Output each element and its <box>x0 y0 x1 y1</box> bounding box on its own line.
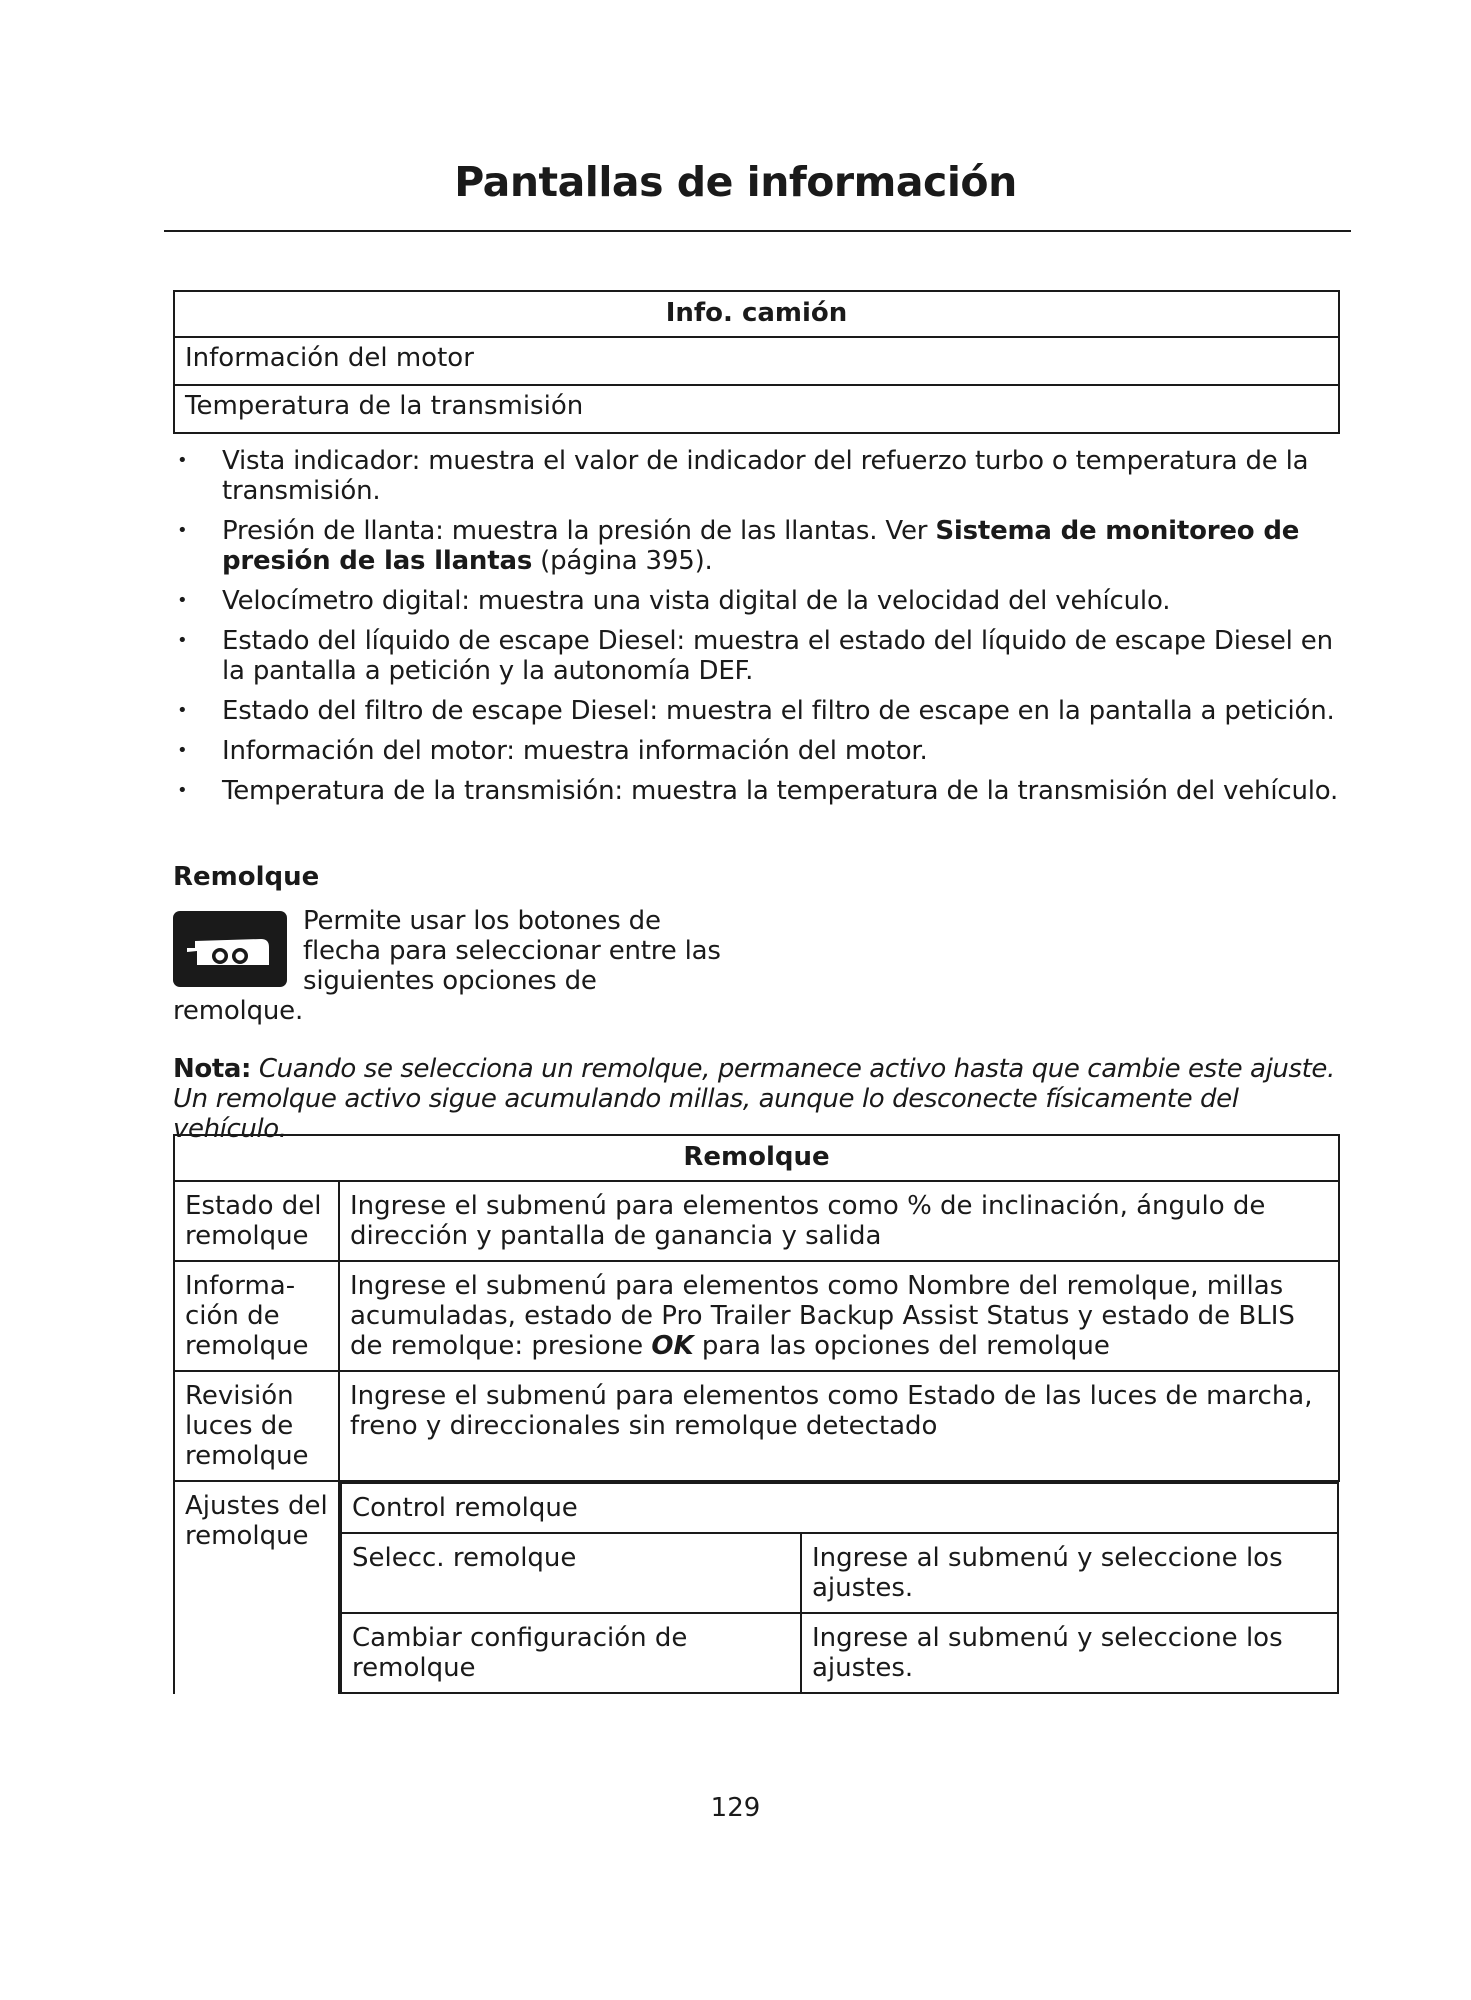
note-text: Cuando se selecciona un remolque, permanece activo hasta que cambie este ajuste. Un remolque activo sigue acumulando millas, aunque lo desconecte físicamente del vehículo. <box>173 1054 1335 1144</box>
truck-info-table <box>173 290 1340 434</box>
bullet-item: • Información del motor: muestra información del motor. <box>173 736 1353 766</box>
sub-row-name: Cambiar configuración de remolque <box>341 1613 801 1693</box>
trailer-settings-label: Ajustes del remolque <box>174 1481 339 1694</box>
trailer-row-label: Informa- ción de remolque <box>174 1261 339 1371</box>
note-label: Nota: <box>173 1054 251 1084</box>
sub-row-name: Selecc. remolque <box>341 1533 801 1613</box>
intro-line: flecha para seleccionar entre las <box>303 936 721 966</box>
desc-text: Ingrese el submenú para elementos como Nombre del remolque, millas acumuladas, estado de Pro Trailer Backup Assist Status y estado de BLIS de remolque: presione <box>350 1271 1295 1361</box>
intro-line: Permite usar los botones de <box>303 906 661 936</box>
section-heading: Remolque <box>173 862 320 892</box>
bullet-item <box>173 516 1353 576</box>
trailer-row-label: Estado del remolque <box>174 1181 339 1261</box>
trailer-settings-cell <box>339 1481 1339 1694</box>
bullet-text: Presión de llanta: muestra la presión de las llantas. Ver <box>222 516 936 546</box>
title-divider <box>164 230 1351 232</box>
bullet-item: • Vista indicador: muestra el valor de indicador del refuerzo turbo o temperatura de la transmisión. <box>173 446 1353 506</box>
trailer-row-desc <box>339 1261 1339 1371</box>
trailer-settings-subtable <box>340 1482 1339 1694</box>
bullet-item: • Temperatura de la transmisión: muestra la temperatura de la transmisión del vehículo. <box>173 776 1353 806</box>
page-number: 129 <box>710 1793 761 1823</box>
bullet-item: • Estado del filtro de escape Diesel: muestra el filtro de escape en la pantalla a petición. <box>173 696 1353 726</box>
trailer-intro <box>173 906 753 1026</box>
sub-row-desc: Ingrese al submenú y seleccione los ajustes. <box>801 1533 1338 1613</box>
sub-row-desc: Ingrese al submenú y seleccione los ajustes. <box>801 1613 1338 1693</box>
trailer-table <box>173 1134 1340 1694</box>
trailer-table-header: Remolque <box>174 1135 1339 1181</box>
trailer-note <box>173 1054 1353 1144</box>
trailer-row-label: Revisión luces de remolque <box>174 1371 339 1481</box>
intro-line: remolque. <box>173 996 304 1026</box>
truck-info-row-engine: Información del motor <box>174 337 1339 385</box>
bullet-item: • Estado del líquido de escape Diesel: muestra el estado del líquido de escape Diesel en la pantalla a petición y la autonomía DEF. <box>173 626 1353 686</box>
truck-info-header: Info. camión <box>174 291 1339 337</box>
bullet-text: (página 395). <box>532 546 713 576</box>
desc-text: para las opciones del remolque <box>693 1331 1110 1361</box>
truck-info-row-transmission: Temperatura de la transmisión <box>174 385 1339 433</box>
ok-key-label: OK <box>651 1331 694 1361</box>
control-label: Control remolque <box>341 1483 1338 1533</box>
trailer-row-desc: Ingrese el submenú para elementos como Estado de las luces de marcha, freno y direccionales sin remolque detectado <box>339 1371 1339 1481</box>
page-title: Pantallas de información <box>454 158 1017 206</box>
trailer-row-desc: Ingrese el submenú para elementos como % de inclinación, ángulo de dirección y pantalla de ganancia y salida <box>339 1181 1339 1261</box>
intro-line: siguientes opciones de <box>303 966 597 996</box>
truck-info-bullets <box>173 446 1353 816</box>
cross-reference: Sistema de monitoreo de presión de las llantas <box>222 516 1300 576</box>
bullet-item: • Velocímetro digital: muestra una vista digital de la velocidad del vehículo. <box>173 586 1353 616</box>
